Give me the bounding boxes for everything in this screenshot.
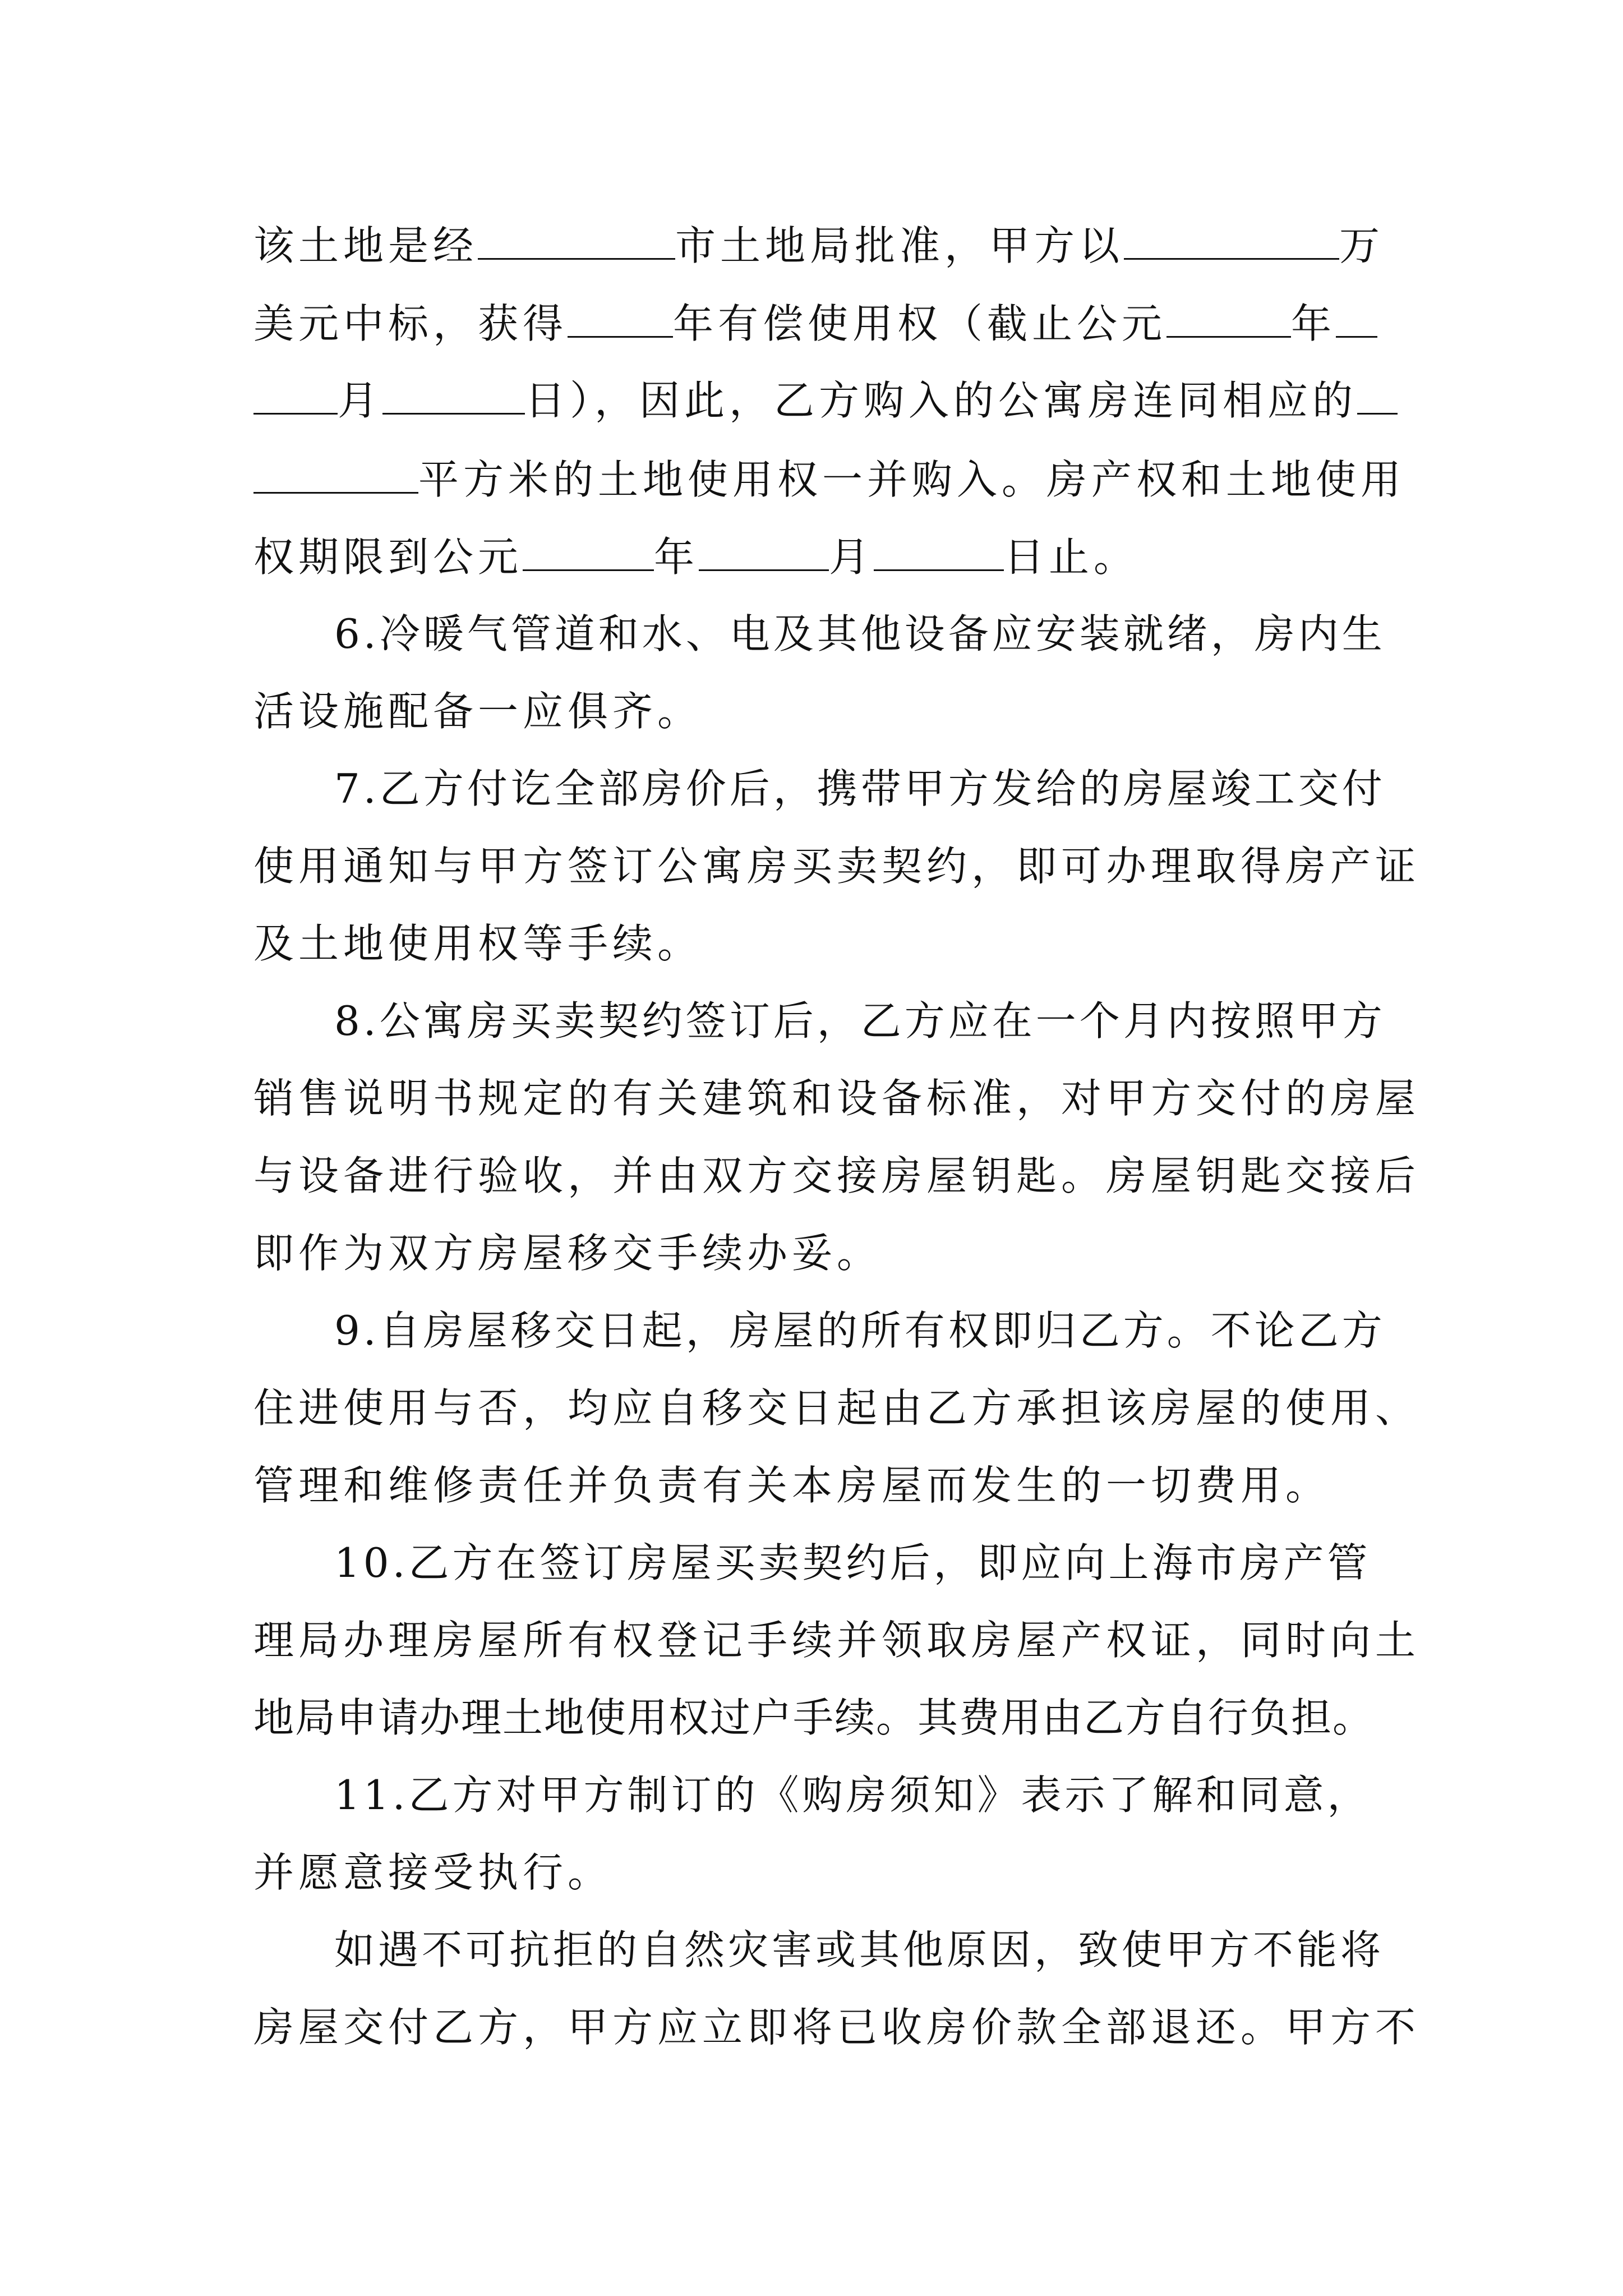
paragraph-line: 理局办理房屋所有权登记手续并领取房屋产权证，同时向土 — [253, 1617, 1421, 1664]
text-segment: 年 — [1291, 300, 1336, 347]
text-segment: 年 — [654, 533, 699, 581]
fill-in-blank[interactable] — [699, 532, 829, 571]
text-segment: 年有偿使用权（截止公元 — [673, 300, 1167, 347]
text-segment: 平方米的土地使用权一并购入。房产权和土地使用 — [418, 456, 1406, 503]
paragraph-line: 住进使用与否，均应自移交日起由乙方承担该房屋的使用、 — [253, 1384, 1421, 1432]
fill-in-blank[interactable] — [874, 532, 1004, 571]
paragraph-line: 9.自房屋移交日起，房屋的所有权即归乙方。不论乙方 — [334, 1307, 1386, 1354]
text-segment: 日），因此，乙方购入的公寓房连同相应的 — [525, 377, 1358, 424]
text-segment: 月 — [338, 377, 383, 424]
paragraph-line: 地局申请办理土地使用权过户手续。其费用由乙方自行负担。 — [253, 1694, 1375, 1741]
paragraph-line: 活设施配备一应俱齐。 — [253, 688, 703, 735]
text-segment: 日止。 — [1004, 533, 1139, 581]
fill-in-blank[interactable] — [1166, 299, 1291, 338]
paragraph-line: 并愿意接受执行。 — [253, 1849, 613, 1896]
fill-in-blank[interactable] — [478, 221, 675, 260]
paragraph-line — [253, 220, 1392, 271]
paragraph-line — [253, 298, 1392, 349]
text-segment: 该土地是经 — [253, 222, 478, 269]
fill-in-blank[interactable] — [568, 299, 673, 338]
text-segment: 美元中标，获得 — [253, 300, 568, 347]
paragraph-line: 如遇不可抗拒的自然灾害或其他原因，致使甲方不能将 — [334, 1926, 1385, 1973]
text-segment: 市土地局批准，甲方以 — [675, 222, 1124, 269]
paragraph-line: 及土地使用权等手续。 — [253, 920, 703, 967]
paragraph-line: 与设备进行验收，并由双方交接房屋钥匙。房屋钥匙交接后 — [253, 1152, 1421, 1199]
fill-in-blank[interactable] — [253, 455, 418, 494]
paragraph-line: 房屋交付乙方，甲方应立即将已收房价款全部退还。甲方不 — [253, 2004, 1421, 2051]
paragraph-line — [253, 454, 1406, 505]
fill-in-blank[interactable] — [1357, 376, 1398, 415]
paragraph-line: 7.乙方付讫全部房价后，携带甲方发给的房屋竣工交付 — [334, 765, 1386, 812]
text-segment: 月 — [829, 533, 874, 581]
fill-in-blank[interactable] — [1124, 221, 1339, 260]
fill-in-blank[interactable] — [253, 376, 338, 415]
paragraph-line: 10.乙方在签订房屋买卖契约后，即应向上海市房产管 — [334, 1539, 1371, 1586]
paragraph-line: 6.冷暖气管道和水、电及其他设备应安装就绪，房内生 — [334, 610, 1386, 657]
paragraph-line: 管理和维修责任并负责有关本房屋而发生的一切费用。 — [253, 1462, 1331, 1509]
paragraph-line: 使用通知与甲方签订公寓房买卖契约，即可办理取得房产证 — [253, 843, 1421, 890]
paragraph-line — [253, 375, 1392, 426]
paragraph-line: 11.乙方对甲方制订的《购房须知》表示了解和同意， — [334, 1772, 1371, 1819]
paragraph-line: 8.公寓房买卖契约签订后，乙方应在一个月内按照甲方 — [334, 997, 1386, 1045]
paragraph-line — [253, 532, 1392, 582]
text-segment: 万 — [1339, 222, 1385, 269]
fill-in-blank[interactable] — [523, 532, 654, 571]
fill-in-blank[interactable] — [382, 376, 525, 415]
paragraph-line: 即作为双方房屋移交手续办妥。 — [253, 1230, 882, 1277]
fill-in-blank[interactable] — [1336, 299, 1377, 338]
paragraph-line: 销售说明书规定的有关建筑和设备标准，对甲方交付的房屋 — [253, 1075, 1421, 1122]
text-segment: 权期限到公元 — [253, 533, 523, 581]
